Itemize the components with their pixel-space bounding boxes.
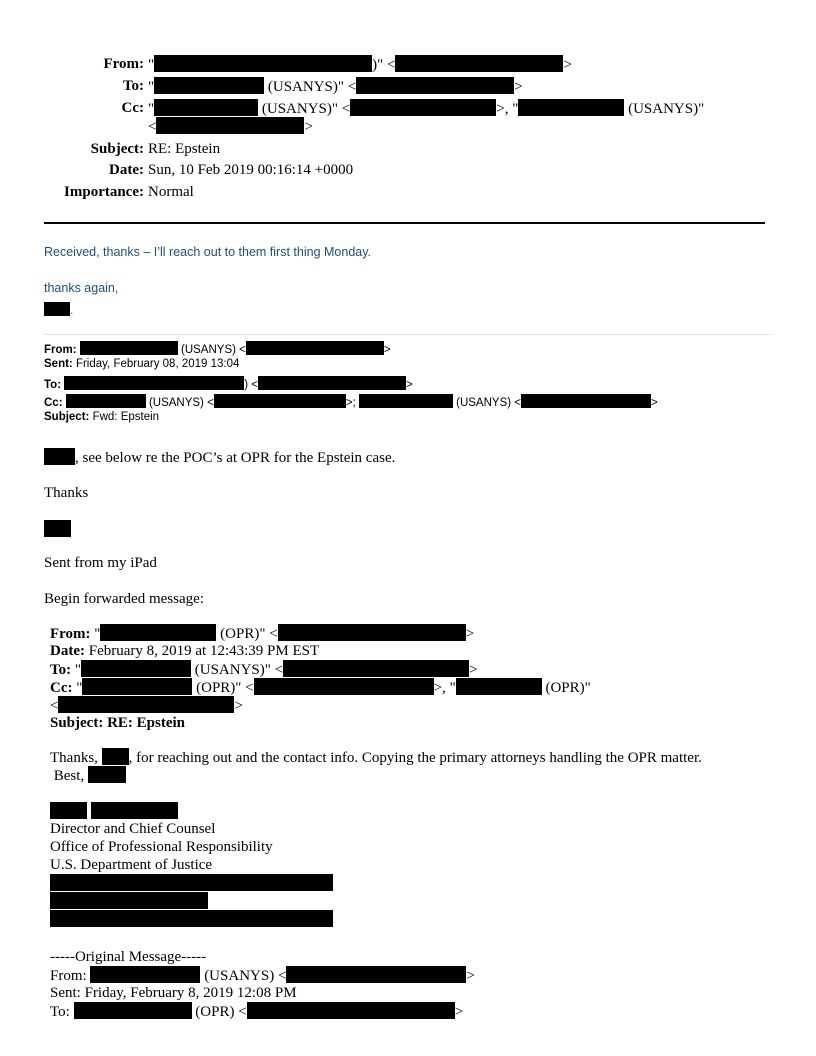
redaction: [64, 376, 244, 390]
redaction: [66, 394, 146, 408]
fwd-body-begin: Begin forwarded message:: [44, 591, 204, 607]
cc-value-cont: < >: [148, 119, 313, 135]
redaction: [395, 55, 563, 72]
reply-line-1: Received, thanks – I’ll reach out to them first thing Monday.: [44, 245, 372, 259]
opr-to-row: To: " (USANYS)" < >: [50, 662, 478, 678]
from-label: From:: [103, 56, 144, 72]
redaction: [254, 678, 434, 695]
redaction: [154, 55, 372, 72]
redaction: [50, 802, 87, 819]
opr-sig-redacted-3: [50, 910, 333, 929]
subject-value: RE: Epstein: [148, 141, 221, 157]
to-label: To:: [122, 78, 144, 94]
redaction: [50, 892, 208, 909]
opr-sig-redacted-1: [50, 874, 333, 893]
opr-body-line-1: Thanks, , for reaching out and the contact info. Copying the primary attorneys handling the OPR matter.: [50, 750, 702, 766]
opr-sig-title: Director and Chief Counsel: [50, 821, 216, 837]
opr-sig-name: [50, 802, 178, 821]
redaction: [50, 910, 333, 927]
redaction: [44, 302, 70, 316]
original-divider: -----Original Message-----: [50, 949, 207, 965]
redaction: [58, 696, 234, 713]
opr-from-row: From: " (OPR)" < >: [50, 626, 475, 642]
to-value: " (USANYS)" < >: [148, 79, 523, 95]
opr-sig-office: Office of Professional Responsibility: [50, 839, 273, 855]
redaction: [91, 802, 178, 819]
original-sent-row: Sent: Friday, February 8, 2019 12:08 PM: [50, 985, 297, 1001]
redaction: [258, 376, 406, 390]
redaction: [278, 624, 466, 641]
redaction: [356, 77, 514, 94]
fwd-body-sent-from: Sent from my iPad: [44, 555, 157, 571]
opr-date-row: Date: February 8, 2019 at 12:43:39 PM EST: [50, 643, 320, 659]
fwd-body-thanks: Thanks: [44, 485, 89, 501]
redaction: [350, 99, 496, 116]
reply-line-2: thanks again,: [44, 281, 119, 295]
redaction: [456, 678, 542, 695]
redaction: [44, 520, 71, 537]
redaction: [154, 99, 258, 116]
redaction: [100, 624, 216, 641]
header-divider: [44, 222, 765, 224]
from-value: " )" < >: [148, 57, 572, 73]
fwd-to-row: To: ) < >: [44, 376, 413, 393]
redaction: [88, 766, 126, 783]
redaction: [521, 394, 651, 408]
redaction: [154, 77, 264, 94]
opr-subject-row: Subject: RE: Epstein: [50, 715, 186, 731]
cc-label: Cc:: [121, 100, 144, 116]
original-from-row: From: (USANYS) < >: [50, 968, 475, 984]
cc-value: " (USANYS)" < >, " (USANYS)": [148, 101, 705, 117]
redaction: [90, 966, 200, 983]
redaction: [50, 874, 333, 891]
redaction: [44, 448, 75, 465]
fwd-subject-row: Subject: Fwd: Epstein: [44, 411, 160, 423]
opr-sig-dept: U.S. Department of Justice: [50, 857, 213, 873]
reply-signature: .: [44, 300, 73, 319]
original-to-row: To: (OPR) < >: [50, 1004, 464, 1020]
redaction: [359, 394, 453, 408]
opr-cc-row: Cc: " (OPR)" < >, " (OPR)": [50, 680, 591, 696]
date-value: Sun, 10 Feb 2019 00:16:14 +0000: [148, 162, 354, 178]
fwd-body-line-1: , see below re the POC’s at OPR for the Epstein case.: [44, 448, 395, 467]
fwd-from-row: From: (USANYS) < >: [44, 341, 391, 358]
importance-value: Normal: [148, 184, 194, 200]
redaction: [246, 341, 384, 355]
redaction: [286, 966, 466, 983]
redaction: [247, 1002, 455, 1019]
fwd-cc-row: Cc: (USANYS) < >; (USANYS) < >: [44, 394, 658, 411]
redaction: [82, 678, 192, 695]
redaction: [518, 99, 624, 116]
redaction: [81, 660, 191, 677]
redaction: [283, 660, 469, 677]
redaction: [74, 1002, 192, 1019]
opr-cc-row-cont: < >: [50, 698, 243, 714]
fwd-sent-row: Sent: Friday, February 08, 2019 13:04: [44, 358, 240, 370]
fwd-body-signature: [44, 520, 71, 539]
redaction: [102, 748, 129, 765]
opr-body-best: Best,: [50, 766, 126, 785]
redaction: [214, 394, 346, 408]
opr-sig-redacted-2: [50, 892, 208, 911]
date-label: Date:: [109, 162, 144, 178]
section-divider: [44, 334, 771, 335]
importance-label: Importance:: [64, 184, 144, 200]
subject-label: Subject:: [90, 141, 144, 157]
redaction: [156, 117, 304, 134]
redaction: [80, 341, 178, 355]
